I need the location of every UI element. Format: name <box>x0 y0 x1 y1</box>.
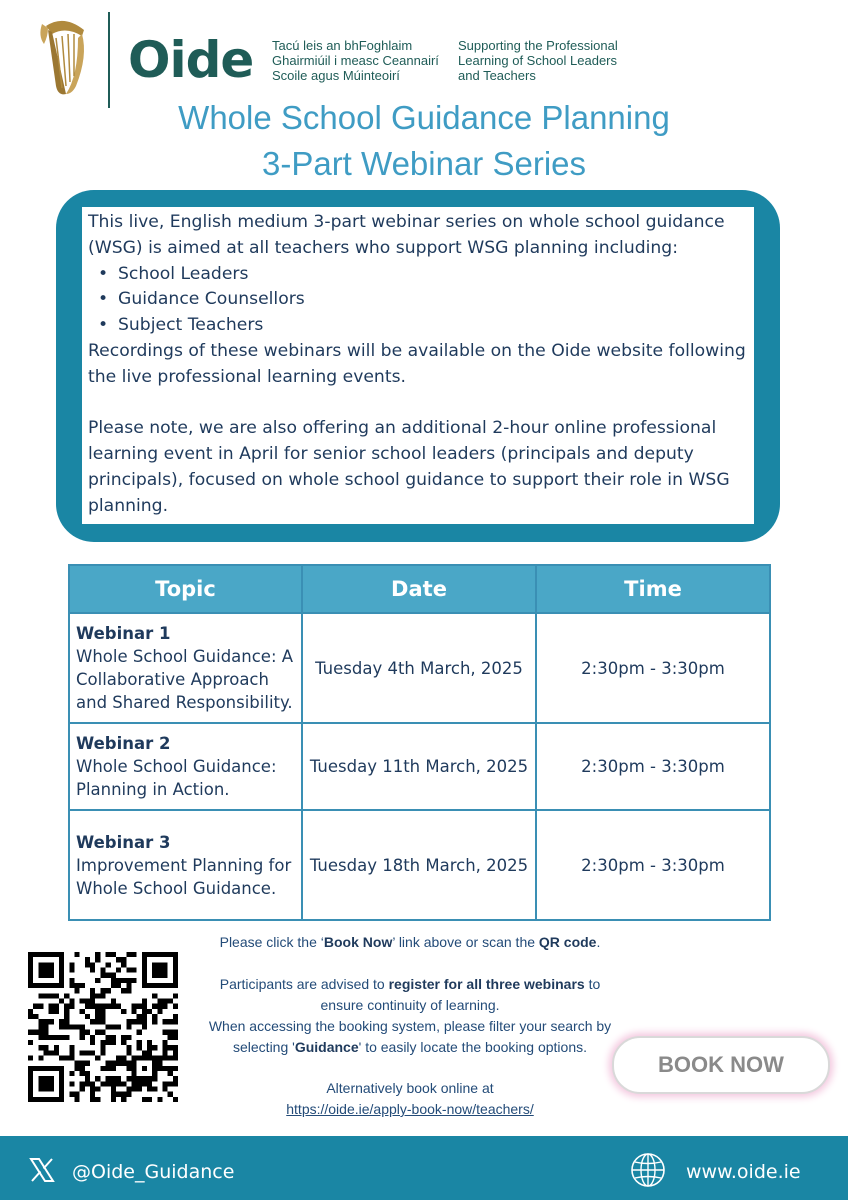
globe-icon <box>630 1152 666 1188</box>
tagline-english: Supporting the Professional Learning of School Leaders and Teachers <box>458 38 618 83</box>
social-handle[interactable]: @Oide_Guidance <box>72 1161 235 1183</box>
tagline-irish: Tacú leis an bhFoghlaim Ghairmiúil i measc Ceannairí Scoile agus Múinteoirí <box>272 38 439 83</box>
topic-cell <box>69 810 302 920</box>
table-row <box>69 613 770 723</box>
schedule-table <box>68 564 771 921</box>
table-row <box>69 723 770 810</box>
webinar-topic: Whole School Guidance: Planning in Action. <box>76 757 277 799</box>
list-item: • Guidance Counsellors <box>118 287 748 313</box>
website-link[interactable]: www.oide.ie <box>686 1161 801 1183</box>
date-cell: Tuesday 18th March, 2025 <box>302 810 536 920</box>
webinar-topic: Improvement Planning for Whole School Guidance. <box>76 855 292 898</box>
intro-paragraph: This live, English medium 3-part webinar series on whole school guidance (WSG) is aimed at all teachers who support WSG planning including: <box>88 212 725 258</box>
page-title: Whole School Guidance Planning <box>178 99 670 136</box>
time-cell: 2:30pm - 3:30pm <box>536 810 770 920</box>
table-row <box>69 810 770 920</box>
list-item: • Subject Teachers <box>118 313 748 339</box>
column-header-time: Time <box>536 565 770 613</box>
column-header-date: Date <box>302 565 536 613</box>
topic-cell <box>69 723 302 810</box>
webinar-topic: Whole School Guidance: A Collaborative Approach and Shared Responsibility. <box>76 647 294 712</box>
time-cell: 2:30pm - 3:30pm <box>536 723 770 810</box>
filter-text: When accessing the booking system, please filter your search by <box>208 1018 612 1034</box>
harp-icon <box>36 16 92 100</box>
book-now-button[interactable]: BOOK NOW <box>612 1036 830 1094</box>
intro-text <box>88 210 748 520</box>
register-advice: Participants are advised to register for all three webinars to <box>219 976 601 992</box>
time-cell: 2:30pm - 3:30pm <box>536 613 770 723</box>
logo-wordmark: Oide <box>128 31 254 89</box>
table-header-row <box>69 565 770 613</box>
alternative-booking-text: Alternatively book online at <box>326 1080 494 1096</box>
webinar-label: Webinar 2 <box>76 734 171 753</box>
webinar-label: Webinar 1 <box>76 624 171 643</box>
column-header-topic: Topic <box>69 565 302 613</box>
recordings-paragraph: Recordings of these webinars will be available on the Oide website following the live professional learning events. <box>88 340 746 387</box>
qr-code[interactable] <box>28 952 178 1102</box>
x-twitter-icon[interactable] <box>28 1156 56 1184</box>
topic-cell <box>69 613 302 723</box>
continuity-text: ensure continuity of learning. <box>320 997 500 1013</box>
filter-guidance-text: selecting 'Guidance' to easily locate the booking options. <box>233 1039 587 1055</box>
page-subtitle: 3-Part Webinar Series <box>261 145 587 182</box>
booking-instruction: Please click the ‘Book Now’ link above or scan the QR code. <box>219 934 601 950</box>
date-cell: Tuesday 4th March, 2025 <box>302 613 536 723</box>
booking-url-link[interactable]: https://oide.ie/apply-book-now/teachers/ <box>286 1101 534 1117</box>
webinar-label: Webinar 3 <box>76 832 171 852</box>
note-paragraph: Please note, we are also offering an additional 2-hour online professional learning event in April for senior school leaders (principals and deputy principals), focused on whole school guidance to support their role in WSG planning. <box>88 418 730 516</box>
audience-list <box>88 262 748 339</box>
logo-divider <box>108 12 110 108</box>
list-item: • School Leaders <box>118 262 748 288</box>
date-cell: Tuesday 11th March, 2025 <box>302 723 536 810</box>
